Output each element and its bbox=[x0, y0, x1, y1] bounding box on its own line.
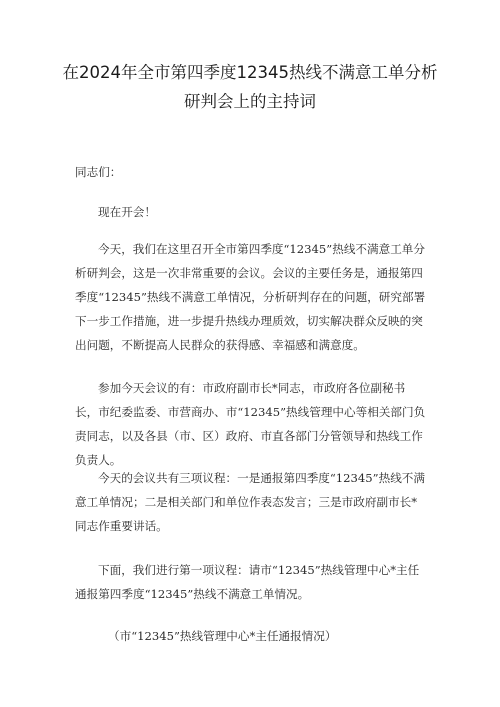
salutation: 同志们： bbox=[75, 165, 122, 179]
document-title: 在2024年全市第四季度12345热线不满意工单分析研判会上的主持词 bbox=[62, 63, 438, 111]
paragraph-opening: 现在开会！ bbox=[98, 205, 156, 219]
paragraph-stage-note: （市“12345”热线管理中心*主任通报情况） bbox=[108, 629, 337, 643]
paragraph-agenda: 今天的会议共有三项议程：一是通报第四季度“12345”热线不满意工单情况；二是相关部门和单位作表态发言；三是市政府副市长*同志作重要讲话。 bbox=[75, 471, 425, 533]
paragraph-purpose: 今天，我们在这里召开全市第四季度“12345”热线不满意工单分析研判会，这是一次非常重要的会议。会议的主要任务是，通报第四季度“12345”热线不满意工单情况，分析研判存在的问题，研究部署下一步工作措施，进一步提升热线办理质效，切实解决群众反映的突出问题，不断提高人民群众的获得感、幸福感和满意度。 bbox=[75, 242, 426, 352]
paragraph-attendees: 参加今天会议的有：市政府副市长*同志，市政府各位副秘书长，市纪委监委、市营商办、市“12345”热线管理中心等相关部门负责同志，以及各县（市、区）政府、市直各部门分管领导和热线工作负责人。 bbox=[75, 381, 426, 467]
paragraph-first-item: 下面，我们进行第一项议程：请市“12345”热线管理中心*主任通报第四季度“12345”热线不满意工单情况。 bbox=[75, 563, 420, 601]
